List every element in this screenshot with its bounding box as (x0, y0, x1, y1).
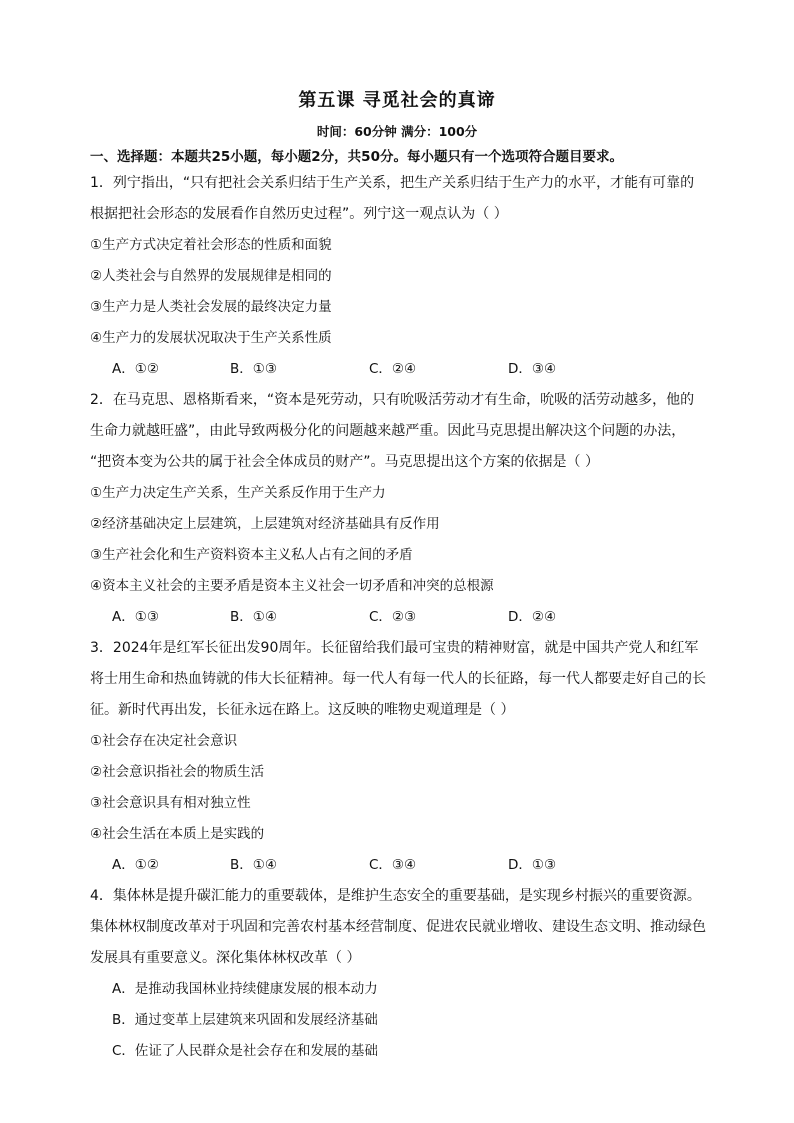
page-title: 第五课 寻觅社会的真谛 (298, 90, 496, 111)
question-4 (90, 883, 704, 1069)
option-c: C．②④ (369, 361, 417, 377)
exam-meta: 时间：60分钟 满分：100分 (316, 124, 478, 139)
statement: ④社会生活在本质上是实践的 (90, 826, 265, 842)
question-text-line: 1．列宁指出，“只有把社会关系归结于生产关系，把生产关系归结于生产力的水平，才能有可靠的 (90, 175, 695, 191)
option-a: A．①③ (112, 609, 159, 625)
statement: ①生产力决定生产关系，生产关系反作用于生产力 (90, 485, 386, 501)
question-text-line: 根据把社会形态的发展看作自然历史过程”。列宁这一观点认为（ ） (90, 206, 508, 222)
option-a: A．是推动我国林业持续健康发展的根本动力 (112, 981, 378, 997)
option-d: D．①③ (508, 857, 557, 873)
statement: ③生产力是人类社会发展的最终决定力量 (90, 299, 332, 315)
option-b: B．①③ (230, 361, 277, 377)
answer-options (90, 604, 704, 635)
option-d: D．③④ (508, 361, 557, 377)
option-a: A．①② (112, 361, 159, 377)
option-b: B．①④ (230, 857, 277, 873)
statement: ②经济基础决定上层建筑，上层建筑对经济基础具有反作用 (90, 516, 440, 532)
section-header: 一、选择题：本题共25小题，每小题2分，共50分。每小题只有一个选项符合题目要求。 (90, 149, 623, 165)
question-text-line: “把资本变为公共的属于社会全体成员的财产”。马克思提出这个方案的依据是（ ） (90, 454, 599, 470)
answer-options (90, 356, 704, 387)
statement: ②社会意识指社会的物质生活 (90, 764, 265, 780)
option-b: B．通过变革上层建筑来巩固和发展经济基础 (112, 1012, 378, 1028)
question-text-line: 3．2024年是红军长征出发90周年。长征留给我们最可宝贵的精神财富，就是中国共产党人和红军 (90, 640, 699, 656)
question-text-line: 生命力就越旺盛”，由此导致两极分化的问题越来越严重。因此马克思提出解决这个问题的办法， (90, 423, 686, 439)
option-d: D．②④ (508, 609, 557, 625)
question-3 (90, 635, 704, 883)
question-text-line: 征。新时代再出发，长征永远在路上。这反映的唯物史观道理是（ ） (90, 702, 515, 718)
statement: ④资本主义社会的主要矛盾是资本主义社会一切矛盾和冲突的总根源 (90, 578, 494, 594)
question-1 (90, 170, 704, 387)
option-b: B．①④ (230, 609, 277, 625)
statement: ②人类社会与自然界的发展规律是相同的 (90, 268, 332, 284)
question-text-line: 4．集体林是提升碳汇能力的重要载体，是维护生态安全的重要基础，是实现乡村振兴的重要资源。 (90, 888, 701, 904)
question-text-line: 发展具有重要意义。深化集体林权改革（ ） (90, 950, 361, 966)
question-2 (90, 387, 704, 635)
option-c: C．佐证了人民群众是社会存在和发展的基础 (112, 1043, 378, 1059)
statement: ③社会意识具有相对独立性 (90, 795, 251, 811)
statement: ④生产力的发展状况取决于生产关系性质 (90, 330, 332, 346)
answer-options (90, 852, 704, 883)
question-text-line: 2．在马克思、恩格斯看来，“资本是死劳动，只有吮吸活劳动才有生命，吮吸的活劳动越多，他的 (90, 392, 695, 408)
option-c: C．③④ (369, 857, 417, 873)
statement: ③生产社会化和生产资料资本主义私人占有之间的矛盾 (90, 547, 413, 563)
question-text-line: 集体林权制度改革对于巩固和完善农村基本经营制度、促进农民就业增收、建设生态文明、推动绿色 (90, 919, 706, 935)
option-c: C．②③ (369, 609, 417, 625)
statement: ①生产方式决定着社会形态的性质和面貌 (90, 237, 332, 253)
question-text-line: 将士用生命和热血铸就的伟大长征精神。每一代人有每一代人的长征路，每一代人都要走好自己的长 (90, 671, 706, 687)
option-a: A．①② (112, 857, 159, 873)
statement: ①社会存在决定社会意识 (90, 733, 238, 749)
